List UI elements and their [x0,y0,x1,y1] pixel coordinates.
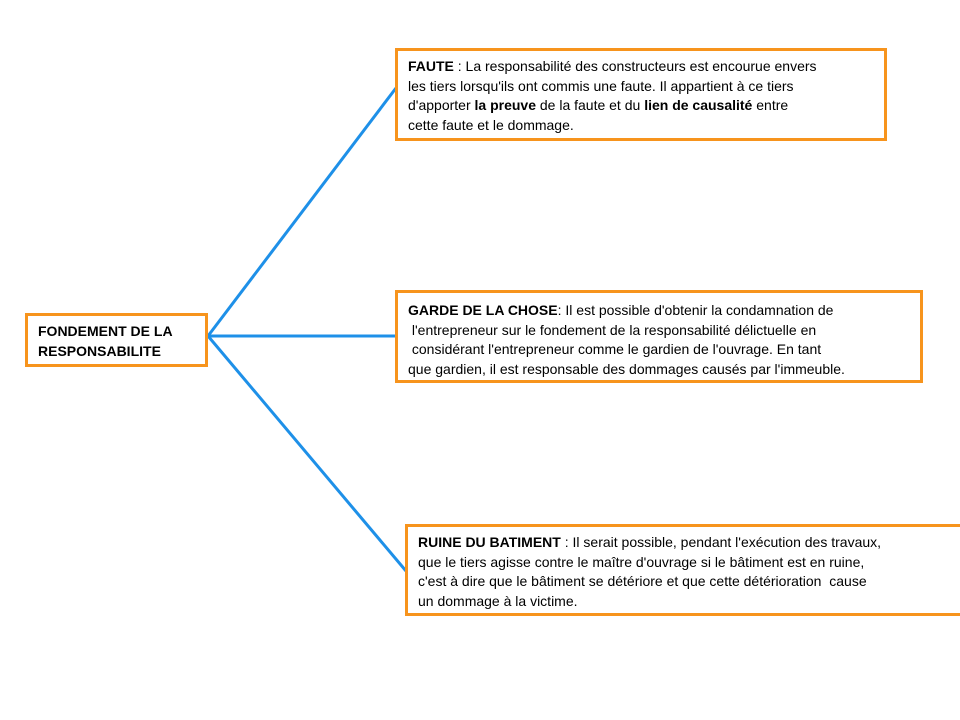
faute-text3b: de la faute et du [535,97,645,113]
faute-text3c: entre [752,97,789,113]
ruine-line3: c'est à dire que le bâtiment se détériore et que cette détérioration cause [418,573,867,589]
faute-text3a: d'apporter [408,97,475,113]
garde-line4: que gardien, il est responsable des dommages causés par l'immeuble. [408,360,845,377]
branch-node-ruine [405,524,960,616]
branch-node-faute [395,48,887,141]
ruine-line2: que le tiers agisse contre le maître d'ouvrage si le bâtiment est en ruine, [418,553,865,570]
faute-line4: cette faute et le dommage. [408,116,574,133]
garde-title: GARDE DE LA CHOSE [408,302,558,318]
ruine-text1: : Il serait possible, pendant l'exécution des travaux, [560,534,882,550]
root-label-line2: RESPONSABILITE [38,342,161,359]
garde-text1: : Il est possible d'obtenir la condamnation de [557,302,834,318]
faute-title: FAUTE [408,58,454,74]
ruine-line1 [418,533,954,553]
branch-node-garde [395,290,923,383]
garde-line3: considérant l'entrepreneur comme le gardien de l'ouvrage. En tant [408,341,822,357]
faute-emphasis-preuve: la preuve [474,97,536,113]
faute-line3 [408,96,876,116]
root-node-fondement [25,313,208,367]
faute-emphasis-lien: lien de causalité [644,97,753,113]
faute-text1: : La responsabilité des constructeurs est encourue envers [453,58,817,74]
ruine-title: RUINE DU BATIMENT [418,534,561,550]
connector-root-to-ruine [208,336,406,571]
connector-root-to-faute [208,88,396,336]
garde-line2: l'entrepreneur sur le fondement de la responsabilité délictuelle en [408,321,817,338]
faute-line2: les tiers lorsqu'ils ont commis une faute. Il appartient à ce tiers [408,77,794,94]
root-label-line1: FONDEMENT DE LA [38,323,173,339]
faute-line1 [408,57,876,77]
ruine-line4: un dommage à la victime. [418,592,578,609]
garde-line1 [408,301,912,321]
